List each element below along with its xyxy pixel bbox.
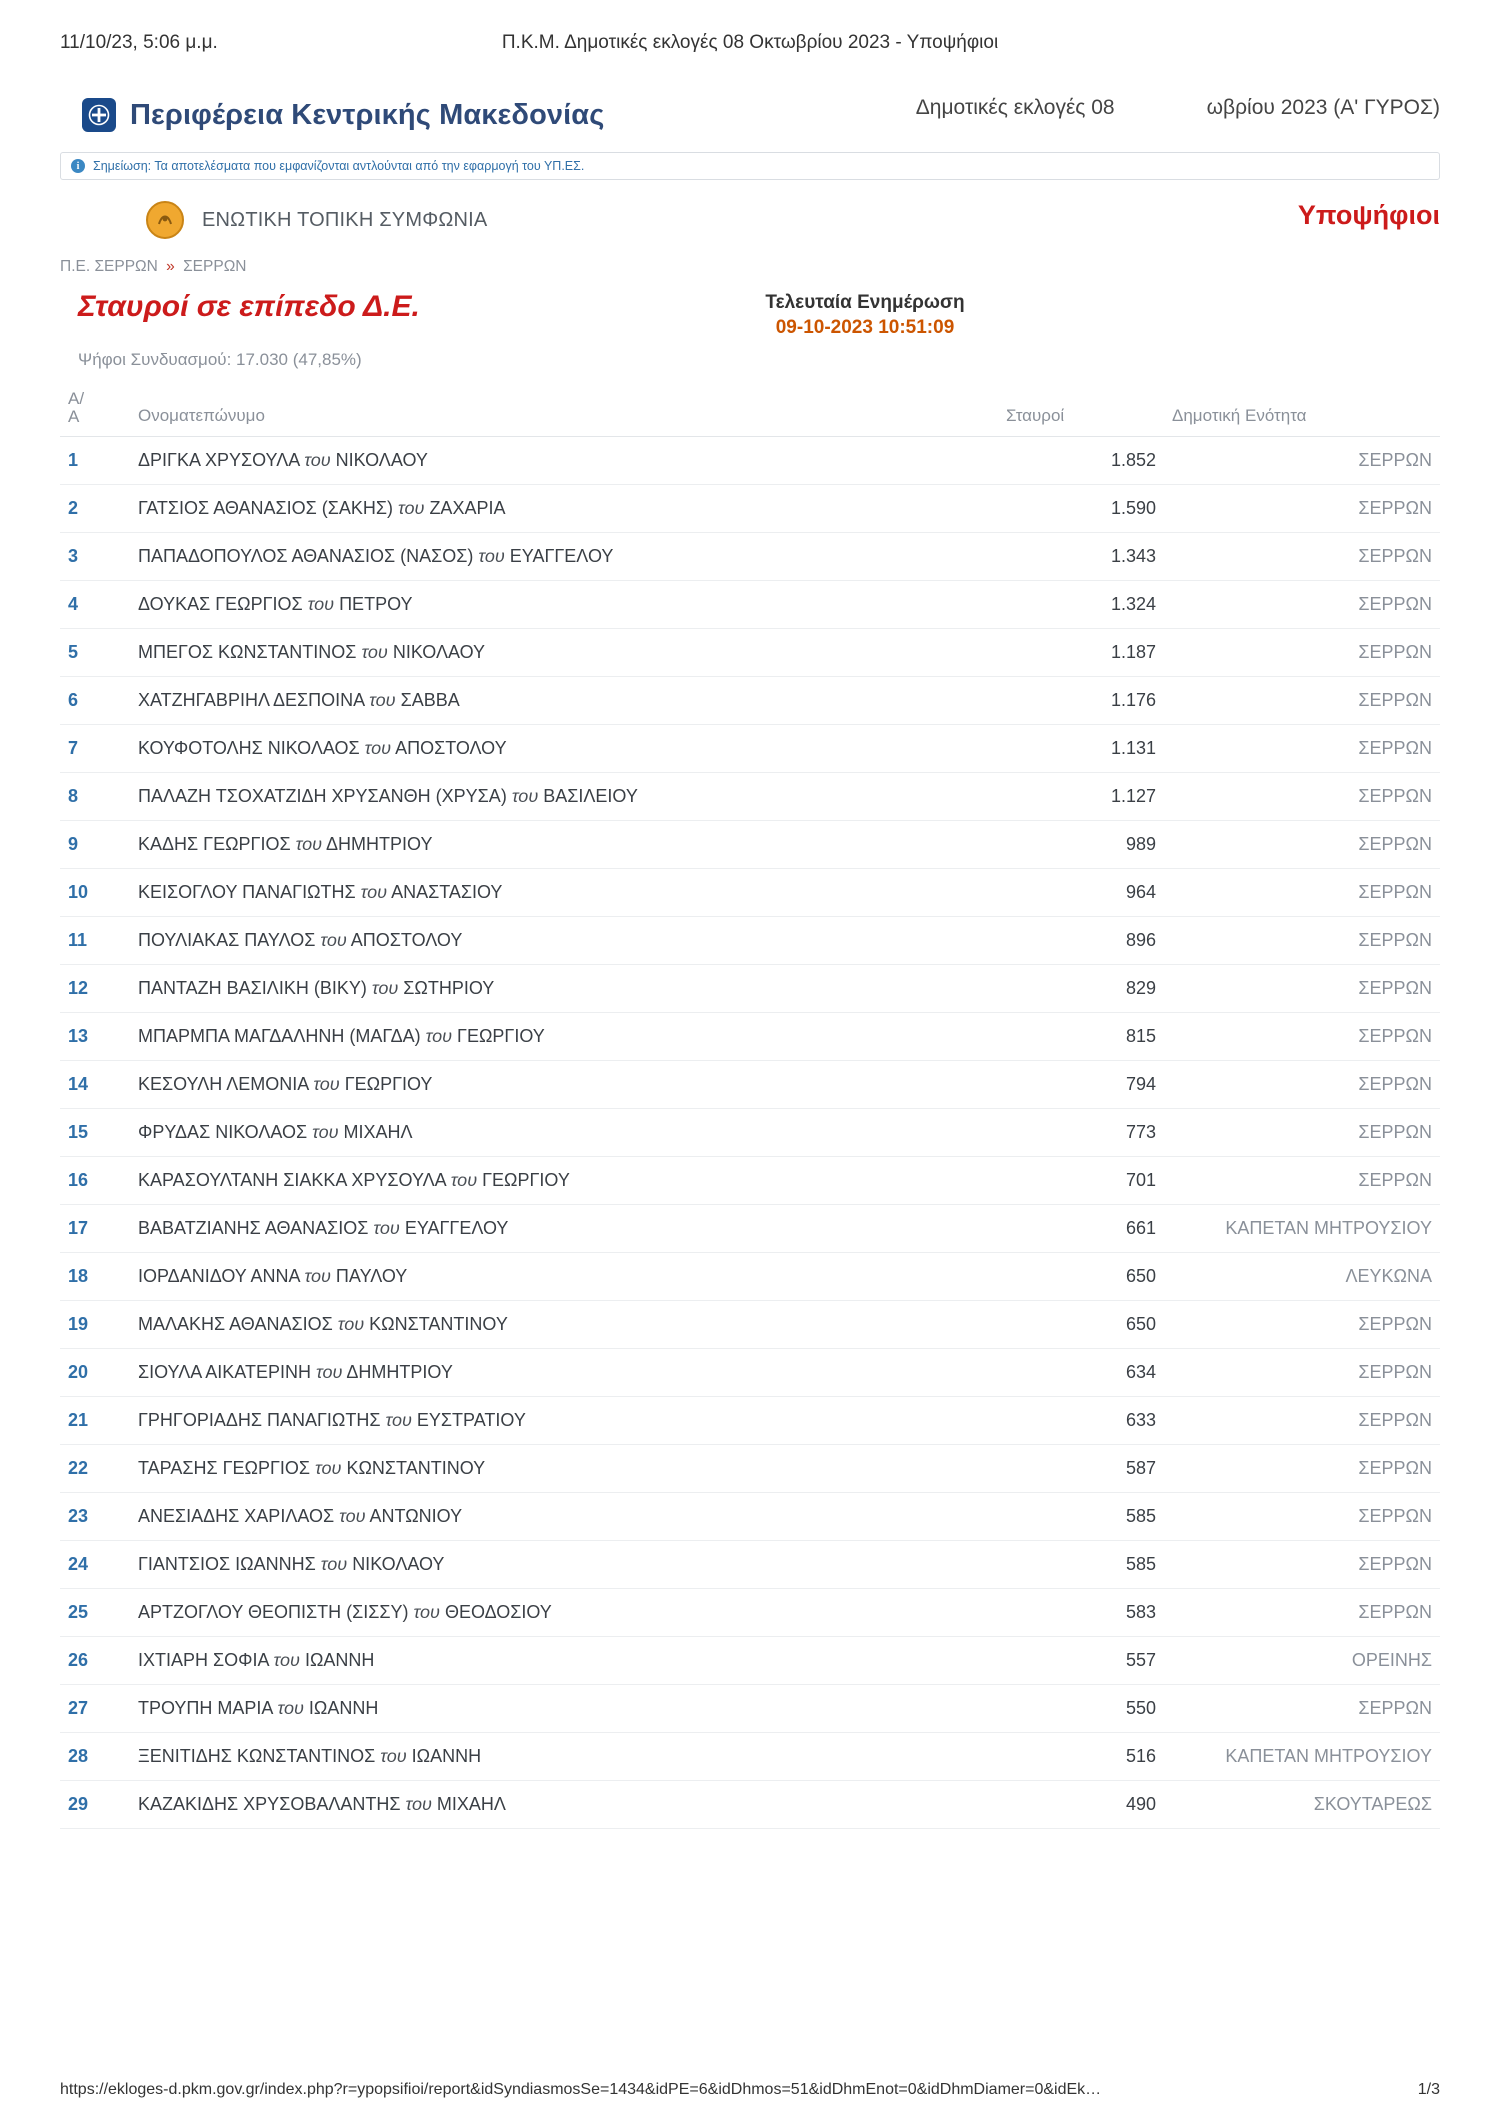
candidate-name: ΜΑΛΑΚΗΣ ΑΘΑΝΑΣΙΟΣ [138, 1313, 333, 1334]
candidate-name: ΔΡΙΓΚΑ ΧΡΥΣΟΥΛΑ [138, 449, 300, 470]
candidate-tou: του [373, 1217, 400, 1238]
last-update [700, 292, 1030, 339]
candidate-father-name: ΙΩΑΝΝΗ [411, 1745, 482, 1766]
cell-aa: 26 [60, 1636, 130, 1684]
candidate-father-name: ΘΕΟΔΟΣΙΟΥ [444, 1601, 552, 1622]
table-row[interactable] [60, 916, 1440, 964]
cell-votes: 773 [998, 1108, 1164, 1156]
cell-aa: 20 [60, 1348, 130, 1396]
cell-votes: 650 [998, 1252, 1164, 1300]
info-icon: i [71, 159, 85, 173]
cell-votes: 1.590 [998, 484, 1164, 532]
candidate-name: ΤΡΟΥΠΗ ΜΑΡΙΑ [138, 1697, 273, 1718]
candidate-tou: του [361, 641, 388, 662]
candidate-father-name: ΓΕΩΡΓΙΟΥ [482, 1169, 570, 1190]
cell-municipal-unit: ΣΕΡΡΩΝ [1164, 1156, 1440, 1204]
cell-votes: 1.176 [998, 676, 1164, 724]
cell-votes: 1.852 [998, 436, 1164, 484]
site-header [60, 88, 1440, 142]
cell-aa: 18 [60, 1252, 130, 1300]
candidate-tou: του [369, 689, 396, 710]
candidate-name: ΠΑΝΤΑΖΗ ΒΑΣΙΛΙΚΗ (ΒΙΚΥ) [138, 977, 367, 998]
table-row[interactable] [60, 724, 1440, 772]
table-row[interactable] [60, 1300, 1440, 1348]
cell-name [130, 1012, 998, 1060]
cell-aa: 28 [60, 1732, 130, 1780]
candidate-tou: του [320, 1553, 348, 1574]
cell-municipal-unit: ΚΑΠΕΤΑΝ ΜΗΤΡΟΥΣΙΟΥ [1164, 1204, 1440, 1252]
cell-name [130, 820, 998, 868]
cell-municipal-unit: ΣΕΡΡΩΝ [1164, 1444, 1440, 1492]
candidate-tou: του [295, 833, 322, 854]
candidate-name: ΑΝΕΣΙΑΔΗΣ ΧΑΡΙΛΑΟΣ [138, 1505, 335, 1526]
table-row[interactable] [60, 1108, 1440, 1156]
table-row[interactable] [60, 1060, 1440, 1108]
cell-name [130, 1348, 998, 1396]
table-row[interactable] [60, 1204, 1440, 1252]
cell-votes: 557 [998, 1636, 1164, 1684]
column-header-aa [60, 384, 130, 436]
cell-name [130, 436, 998, 484]
candidate-father-name: ΓΕΩΡΓΙΟΥ [344, 1073, 433, 1094]
table-row[interactable] [60, 1540, 1440, 1588]
cell-aa: 12 [60, 964, 130, 1012]
cell-votes: 585 [998, 1492, 1164, 1540]
cell-municipal-unit: ΣΕΡΡΩΝ [1164, 724, 1440, 772]
cell-name [130, 1636, 998, 1684]
cell-name [130, 964, 998, 1012]
cell-municipal-unit: ΣΕΡΡΩΝ [1164, 1300, 1440, 1348]
party-name: ΕΝΩΤΙΚΗ ΤΟΠΙΚΗ ΣΥΜΦΩΝΙΑ [202, 208, 488, 231]
last-update-value: 09-10-2023 10:51:09 [775, 317, 955, 338]
cell-aa: 21 [60, 1396, 130, 1444]
candidate-name: ΚΕΣΟΥΛΗ ΛΕΜΟΝΙΑ [138, 1073, 309, 1094]
candidate-tou: του [413, 1601, 440, 1622]
cell-aa: 5 [60, 628, 130, 676]
cell-municipal-unit: ΣΕΡΡΩΝ [1164, 964, 1440, 1012]
cell-aa: 8 [60, 772, 130, 820]
candidate-tou: του [312, 1121, 339, 1142]
cell-name [130, 1444, 998, 1492]
table-row[interactable] [60, 772, 1440, 820]
table-row[interactable] [60, 580, 1440, 628]
candidate-father-name: ΚΩΝΣΤΑΝΤΙΝΟΥ [346, 1457, 486, 1478]
cell-name [130, 1300, 998, 1348]
breadcrumb-item-dimos[interactable]: ΣΕΡΡΩΝ [183, 258, 247, 275]
table-row[interactable] [60, 1492, 1440, 1540]
cell-aa: 24 [60, 1540, 130, 1588]
candidate-father-name: ΑΝΑΣΤΑΣΙΟΥ [391, 881, 503, 902]
cell-municipal-unit: ΣΕΡΡΩΝ [1164, 1396, 1440, 1444]
election-title-part2: ωβρίου 2023 (Α' ΓΥΡΟΣ) [1206, 96, 1440, 119]
cell-name [130, 772, 998, 820]
cell-municipal-unit: ΣΕΡΡΩΝ [1164, 1492, 1440, 1540]
cell-votes: 583 [998, 1588, 1164, 1636]
candidate-tou: του [313, 1073, 340, 1094]
table-row[interactable] [60, 1732, 1440, 1780]
candidate-tou: του [380, 1745, 407, 1766]
candidate-father-name: ΙΩΑΝΝΗ [304, 1649, 375, 1670]
candidate-tou: του [315, 1361, 343, 1382]
column-header-aa-line2: Α [68, 406, 80, 426]
cell-aa: 1 [60, 436, 130, 484]
candidate-tou: του [478, 545, 505, 566]
cell-votes: 1.131 [998, 724, 1164, 772]
cell-aa: 6 [60, 676, 130, 724]
cell-name [130, 1588, 998, 1636]
region-logo-icon [82, 98, 116, 132]
cell-municipal-unit: ΣΕΡΡΩΝ [1164, 1540, 1440, 1588]
cell-municipal-unit: ΣΕΡΡΩΝ [1164, 436, 1440, 484]
table-row[interactable] [60, 436, 1440, 484]
cell-name [130, 532, 998, 580]
candidate-name: ΜΠΕΓΟΣ ΚΩΝΣΤΑΝΤΙΝΟΣ [138, 641, 357, 662]
table-row[interactable] [60, 1588, 1440, 1636]
cell-name [130, 916, 998, 964]
cell-aa: 14 [60, 1060, 130, 1108]
candidate-tou: του [360, 881, 388, 902]
candidate-name: ΚΑΖΑΚΙΔΗΣ ΧΡΥΣΟΒΑΛΑΝΤΗΣ [138, 1793, 401, 1814]
candidate-father-name: ΕΥΣΤΡΑΤΙΟΥ [416, 1409, 526, 1430]
candidate-name: ΠΑΛΑΖΗ ΤΣΟΧΑΤΖΙΔΗ ΧΡΥΣΑΝΘΗ (ΧΡΥΣΑ) [138, 785, 507, 806]
candidates-table-body [60, 436, 1440, 1828]
candidate-name: ΒΑΒΑΤΖΙΑΝΗΣ ΑΘΑΝΑΣΙΟΣ [138, 1217, 369, 1238]
candidate-tou: του [304, 1265, 331, 1286]
breadcrumb-item-pe[interactable]: Π.Ε. ΣΕΡΡΩΝ [60, 258, 158, 275]
cell-name [130, 724, 998, 772]
party-emblem-icon [146, 201, 184, 239]
candidate-tou: του [385, 1409, 412, 1430]
table-row[interactable] [60, 1156, 1440, 1204]
cell-name [130, 1732, 998, 1780]
candidate-father-name: ΔΗΜΗΤΡΙΟΥ [346, 1361, 453, 1382]
cell-aa: 9 [60, 820, 130, 868]
candidate-father-name: ΑΠΟΣΤΟΛΟΥ [395, 737, 507, 758]
candidate-name: ΦΡΥΔΑΣ ΝΙΚΟΛΑΟΣ [138, 1121, 308, 1142]
cell-aa: 11 [60, 916, 130, 964]
table-row[interactable] [60, 1252, 1440, 1300]
cell-votes: 587 [998, 1444, 1164, 1492]
candidate-tou: του [315, 1457, 342, 1478]
candidate-name: ΤΑΡΑΣΗΣ ΓΕΩΡΓΙΟΣ [138, 1457, 311, 1478]
candidate-tou: του [337, 1313, 365, 1334]
title-block [60, 290, 1440, 344]
cell-votes: 1.343 [998, 532, 1164, 580]
cell-votes: 1.324 [998, 580, 1164, 628]
cell-municipal-unit: ΣΕΡΡΩΝ [1164, 820, 1440, 868]
candidate-name: ΞΕΝΙΤΙΔΗΣ ΚΩΝΣΤΑΝΤΙΝΟΣ [138, 1745, 376, 1766]
section-title: Σταυροί σε επίπεδο Δ.Ε. [78, 290, 420, 323]
candidate-father-name: ΝΙΚΟΛΑΟΥ [335, 449, 428, 470]
cell-aa: 2 [60, 484, 130, 532]
cell-name [130, 1492, 998, 1540]
candidate-father-name: ΕΥΑΓΓΕΛΟΥ [404, 1217, 509, 1238]
cell-votes: 794 [998, 1060, 1164, 1108]
cell-aa: 22 [60, 1444, 130, 1492]
candidate-father-name: ΜΙΧΑΗΛ [343, 1121, 413, 1142]
candidate-father-name: ΠΕΤΡΟΥ [339, 593, 413, 614]
table-row[interactable] [60, 484, 1440, 532]
cell-votes: 650 [998, 1300, 1164, 1348]
candidate-father-name: ΣΩΤΗΡΙΟΥ [403, 977, 495, 998]
cell-aa: 3 [60, 532, 130, 580]
candidate-father-name: ΑΝΤΩΝΙΟΥ [369, 1505, 463, 1526]
candidate-father-name: ΠΑΥΛΟΥ [335, 1265, 408, 1286]
table-row[interactable] [60, 532, 1440, 580]
cell-aa: 16 [60, 1156, 130, 1204]
candidate-father-name: ΖΑΧΑΡΙΑ [429, 497, 506, 518]
candidate-tou: του [511, 785, 539, 806]
cell-votes: 815 [998, 1012, 1164, 1060]
footer-url: https://ekloges-d.pkm.gov.gr/index.php?r=ypopsifioi/report&idSyndiasmosSe=1434&idPE=6&idDhmos=51&idDhmEnot=0&idDhmDiamer=0&idEk… [60, 2081, 1102, 2098]
cell-municipal-unit: ΣΕΡΡΩΝ [1164, 1060, 1440, 1108]
candidate-tou: του [339, 1505, 366, 1526]
column-header-aa-line1: Α/ [68, 389, 85, 408]
candidate-name: ΚΑΡΑΣΟΥΛΤΑΝΗ ΣΙΑΚΚΑ ΧΡΥΣΟΥΛΑ [138, 1169, 446, 1190]
candidate-name: ΠΟΥΛΙΑΚΑΣ ΠΑΥΛΟΣ [138, 929, 316, 950]
cell-municipal-unit: ΚΑΠΕΤΑΝ ΜΗΤΡΟΥΣΙΟΥ [1164, 1732, 1440, 1780]
cell-aa: 7 [60, 724, 130, 772]
candidate-tou: του [273, 1649, 300, 1670]
cell-votes: 634 [998, 1348, 1164, 1396]
cell-votes: 661 [998, 1204, 1164, 1252]
cell-name [130, 1204, 998, 1252]
cell-name [130, 1108, 998, 1156]
candidate-father-name: ΔΗΜΗΤΡΙΟΥ [326, 833, 433, 854]
cell-municipal-unit: ΣΕΡΡΩΝ [1164, 628, 1440, 676]
cell-aa: 17 [60, 1204, 130, 1252]
cell-votes: 516 [998, 1732, 1164, 1780]
candidate-tou: του [425, 1025, 453, 1046]
cell-votes: 1.187 [998, 628, 1164, 676]
cell-name [130, 1156, 998, 1204]
cell-aa: 4 [60, 580, 130, 628]
print-title: Π.Κ.Μ. Δημοτικές εκλογές 08 Οκτωβρίου 2023 - Υποψήφιοι [501, 32, 999, 53]
cell-name [130, 676, 998, 724]
column-header-name: Ονοματεπώνυμο [130, 384, 998, 436]
candidate-tou: του [304, 449, 331, 470]
cell-name [130, 1060, 998, 1108]
candidate-father-name: ΓΕΩΡΓΙΟΥ [457, 1025, 545, 1046]
cell-aa: 19 [60, 1300, 130, 1348]
candidate-name: ΚΕΙΣΟΓΛΟΥ ΠΑΝΑΓΙΩΤΗΣ [138, 881, 356, 902]
cell-votes: 550 [998, 1684, 1164, 1732]
cell-municipal-unit: ΣΕΡΡΩΝ [1164, 772, 1440, 820]
candidate-tou: του [277, 1697, 304, 1718]
cell-votes: 829 [998, 964, 1164, 1012]
page-title: Υποψήφιοι [1297, 200, 1440, 230]
cell-municipal-unit: ΣΕΡΡΩΝ [1164, 1108, 1440, 1156]
notice-text: Σημείωση: Τα αποτελέσματα που εμφανίζονται αντλούνται από την εφαρμογή του ΥΠ.ΕΣ. [93, 159, 585, 173]
cell-aa: 27 [60, 1684, 130, 1732]
candidate-father-name: ΝΙΚΟΛΑΟΥ [352, 1553, 445, 1574]
print-header [0, 0, 1500, 66]
table-row[interactable] [60, 676, 1440, 724]
breadcrumb [60, 258, 1440, 276]
cell-municipal-unit: ΟΡΕΙΝΗΣ [1164, 1636, 1440, 1684]
party-header [60, 198, 1440, 242]
cell-municipal-unit: ΛΕΥΚΩΝΑ [1164, 1252, 1440, 1300]
candidate-tou: του [398, 497, 425, 518]
cell-municipal-unit: ΣΚΟΥΤΑΡΕΩΣ [1164, 1780, 1440, 1828]
candidate-name: ΙΟΡΔΑΝΙΔΟΥ ΑΝΝΑ [138, 1265, 300, 1286]
cell-aa: 10 [60, 868, 130, 916]
cell-name [130, 1540, 998, 1588]
table-row[interactable] [60, 1396, 1440, 1444]
cell-municipal-unit: ΣΕΡΡΩΝ [1164, 1684, 1440, 1732]
candidate-name: ΑΡΤΖΟΓΛΟΥ ΘΕΟΠΙΣΤΗ (ΣΙΣΣΥ) [138, 1601, 409, 1622]
region-title: Περιφέρεια Κεντρικής Μακεδονίας [130, 98, 605, 131]
table-row[interactable] [60, 820, 1440, 868]
candidate-name: ΧΑΤΖΗΓΑΒΡΙΗΛ ΔΕΣΠΟΙΝΑ [138, 689, 365, 710]
candidate-father-name: ΕΥΑΓΓΕΛΟΥ [509, 545, 614, 566]
table-row[interactable] [60, 1444, 1440, 1492]
table-row[interactable] [60, 1780, 1440, 1828]
candidates-table [60, 384, 1440, 1829]
breadcrumb-separator: » [166, 258, 175, 275]
cell-name [130, 1780, 998, 1828]
candidate-father-name: ΚΩΝΣΤΑΝΤΙΝΟΥ [369, 1313, 508, 1334]
candidate-name: ΚΑΔΗΣ ΓΕΩΡΓΙΟΣ [138, 833, 291, 854]
cell-aa: 29 [60, 1780, 130, 1828]
cell-name [130, 628, 998, 676]
candidate-name: ΜΠΑΡΜΠΑ ΜΑΓΔΑΛΗΝΗ (ΜΑΓΔΑ) [138, 1025, 421, 1046]
cell-name [130, 1252, 998, 1300]
print-footer [60, 2081, 1440, 2099]
candidate-father-name: ΣΑΒΒΑ [400, 689, 460, 710]
footer-page-number: 1/3 [1417, 2081, 1440, 2098]
candidate-tou: του [320, 929, 347, 950]
candidate-tou: του [450, 1169, 478, 1190]
candidate-name: ΔΟΥΚΑΣ ΓΕΩΡΓΙΟΣ [138, 593, 303, 614]
cell-municipal-unit: ΣΕΡΡΩΝ [1164, 1588, 1440, 1636]
cell-municipal-unit: ΣΕΡΡΩΝ [1164, 484, 1440, 532]
cell-votes: 989 [998, 820, 1164, 868]
cell-aa: 13 [60, 1012, 130, 1060]
cell-municipal-unit: ΣΕΡΡΩΝ [1164, 676, 1440, 724]
cell-votes: 701 [998, 1156, 1164, 1204]
candidate-tou: του [405, 1793, 432, 1814]
candidate-father-name: ΑΠΟΣΤΟΛΟΥ [350, 929, 463, 950]
table-row[interactable] [60, 868, 1440, 916]
page-content [60, 88, 1440, 1829]
candidate-father-name: ΜΙΧΑΗΛ [436, 1793, 506, 1814]
cell-aa: 23 [60, 1492, 130, 1540]
cell-votes: 896 [998, 916, 1164, 964]
candidate-name: ΠΑΠΑΔΟΠΟΥΛΟΣ ΑΘΑΝΑΣΙΟΣ (ΝΑΣΟΣ) [138, 545, 474, 566]
cell-municipal-unit: ΣΕΡΡΩΝ [1164, 1348, 1440, 1396]
candidate-name: ΙΧΤΙΑΡΗ ΣΟΦΙΑ [138, 1649, 269, 1670]
cell-votes: 490 [998, 1780, 1164, 1828]
candidate-tou: του [371, 977, 399, 998]
table-row[interactable] [60, 1636, 1440, 1684]
candidate-father-name: ΝΙΚΟΛΑΟΥ [392, 641, 486, 662]
last-update-label: Τελευταία Ενημέρωση [765, 292, 965, 313]
cell-municipal-unit: ΣΕΡΡΩΝ [1164, 532, 1440, 580]
candidate-name: ΓΑΤΣΙΟΣ ΑΘΑΝΑΣΙΟΣ (ΣΑΚΗΣ) [138, 497, 394, 518]
candidate-father-name: ΙΩΑΝΝΗ [308, 1697, 379, 1718]
notice-bar [60, 152, 1440, 180]
cell-votes: 1.127 [998, 772, 1164, 820]
table-header-row [60, 384, 1440, 436]
cell-name [130, 580, 998, 628]
candidate-name: ΓΡΗΓΟΡΙΑΔΗΣ ΠΑΝΑΓΙΩΤΗΣ [138, 1409, 381, 1430]
cell-municipal-unit: ΣΕΡΡΩΝ [1164, 580, 1440, 628]
column-header-votes: Σταυροί [998, 384, 1164, 436]
table-row[interactable] [60, 1012, 1440, 1060]
cell-municipal-unit: ΣΕΡΡΩΝ [1164, 1012, 1440, 1060]
candidate-name: ΓΙΑΝΤΣΙΟΣ ΙΩΑΝΝΗΣ [138, 1553, 316, 1574]
table-row[interactable] [60, 964, 1440, 1012]
table-row[interactable] [60, 628, 1440, 676]
table-row[interactable] [60, 1348, 1440, 1396]
candidate-tou: του [307, 593, 335, 614]
cell-name [130, 1684, 998, 1732]
election-title [916, 96, 1440, 120]
candidate-name: ΚΟΥΦΟΤΟΛΗΣ ΝΙΚΟΛΑΟΣ [138, 737, 360, 758]
cell-aa: 15 [60, 1108, 130, 1156]
cell-votes: 633 [998, 1396, 1164, 1444]
candidate-father-name: ΒΑΣΙΛΕΙΟΥ [543, 785, 638, 806]
cell-aa: 25 [60, 1588, 130, 1636]
election-title-part1: Δημοτικές εκλογές 08 [915, 96, 1115, 119]
cell-name [130, 868, 998, 916]
candidate-tou: του [364, 737, 392, 758]
table-row[interactable] [60, 1684, 1440, 1732]
cell-municipal-unit: ΣΕΡΡΩΝ [1164, 916, 1440, 964]
candidate-name: ΣΙΟΥΛΑ ΑΙΚΑΤΕΡΙΝΗ [138, 1361, 311, 1382]
cell-name [130, 1396, 998, 1444]
cell-municipal-unit: ΣΕΡΡΩΝ [1164, 868, 1440, 916]
cell-votes: 964 [998, 868, 1164, 916]
column-header-unit: Δημοτική Ενότητα [1164, 384, 1440, 436]
cell-name [130, 484, 998, 532]
cell-votes: 585 [998, 1540, 1164, 1588]
party-votes-summary: Ψήφοι Συνδυασμού: 17.030 (47,85%) [78, 350, 362, 369]
print-date: 11/10/23, 5:06 μ.μ. [60, 32, 218, 53]
